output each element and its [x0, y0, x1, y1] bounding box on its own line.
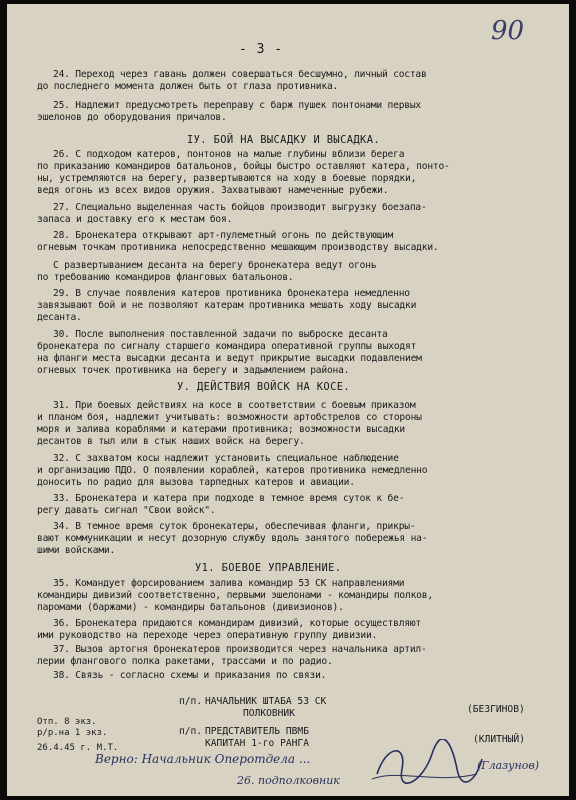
handwritten-signed-name: (Глазунов): [477, 759, 540, 772]
paragraph-35-line-2: командиры дивизий соответственно, первыми эшелонами - командиры полков,: [37, 590, 433, 601]
paragraph-32-line-2: и организацию ПДО. О появлении кораблей, катеров противника немедленно: [37, 465, 428, 476]
footer-copies: Отп. 8 экз.: [37, 717, 97, 727]
signature-1-title: НАЧАЛЬНИК ШТАБА 53 СК: [205, 696, 327, 707]
paragraph-36-line-1: 36. Бронекатера придаются командирам дивизий, которые осуществляют: [53, 618, 422, 629]
paragraph-34-line-3: шими войсками.: [37, 545, 116, 556]
paragraph-28b-line-1: С развертыванием десанта на берегу бронекатера ведут огонь: [53, 260, 377, 271]
paragraph-26-line-2: по приказанию командиров батальонов, бойцы быстро оставляют катера, понто-: [37, 161, 450, 172]
footer-date: 26.4.45 г. М.Т.: [37, 743, 119, 753]
paragraph-33-line-2: регу давать сигнал "Свои войск".: [37, 505, 216, 516]
paragraph-27-line-1: 27. Специально выделенная часть бойцов производит выгрузку боезапа-: [53, 202, 427, 213]
paragraph-25-line-1: 25. Надлежит предусмотреть переправу с барж пушек понтонами первых: [53, 100, 422, 111]
paragraph-37-line-1: 37. Вызов артогня бронекатеров производится через начальника артил-: [53, 644, 427, 655]
paragraph-31-line-2: и планом боя, надлежит учитывать: возможности артобстрелов со стороны: [37, 412, 422, 423]
paragraph-29-line-3: десанта.: [37, 312, 82, 323]
footer-copies-2: р/р.на 1 экз.: [37, 728, 108, 738]
paragraph-34-line-1: 34. В темное время суток бронекатеры, обеспечивая фланги, прикры-: [53, 521, 416, 532]
paragraph-24-line-2: до последнего момента должен быть от глаза противника.: [37, 81, 339, 92]
handwritten-verified-note: Верно: Начальник Оперотдела ...: [95, 752, 311, 766]
paragraph-30-line-4: огневых точек противника на берегу и задымлением района.: [37, 365, 350, 376]
paragraph-28-line-1: 28. Бронекатера открывают арт-пулеметный огонь по действующим: [53, 230, 394, 241]
paragraph-38-line-1: 38. Связь - согласно схемы и приказания по связи.: [53, 670, 327, 681]
paragraph-34-line-2: вают коммуникации и несут дозорную службу вдоль занятого побережья на-: [37, 533, 428, 544]
paragraph-28-line-2: огневым точкам противника непосредственно мешающим производству высадки.: [37, 242, 439, 253]
paragraph-26-line-4: ведя огонь из всех видов оружия. Захватывают намеченные рубежи.: [37, 185, 389, 196]
paragraph-31-line-1: 31. При боевых действиях на косе в соответствии с боевым приказом: [53, 400, 416, 411]
signature-2-title: ПРЕДСТАВИТЕЛЬ ПВМБ: [205, 726, 309, 737]
document-page: [7, 4, 569, 796]
paragraph-31-line-4: десантов в тыл или в стык наших войск на берегу.: [37, 436, 305, 447]
paragraph-25-line-2: эшелонов до оборудования причалов.: [37, 112, 227, 123]
paragraph-24-line-1: 24. Переход через гавань должен совершаться бесшумно, личный состав: [53, 69, 427, 80]
paragraph-35-line-1: 35. Командует форсированием залива командир 53 СК направлениями: [53, 578, 405, 589]
signature-1-name: (БЕЗГИНОВ): [467, 704, 525, 715]
paragraph-30-line-2: бронекатера по сигналу старшего командира оперативной группы выходят: [37, 341, 417, 352]
paragraph-35-line-3: паромами (баржами) - командиры батальонов (дивизионов).: [37, 602, 344, 613]
paragraph-26-line-3: ны, устремляются на берегу, развертываются на ходу в боевые порядки,: [37, 173, 417, 184]
section-heading-5: У. ДЕЙСТВИЯ ВОЙСК НА КОСЕ.: [177, 381, 351, 393]
paragraph-30-line-3: на фланги места высадки десанта и ведут прикрытие высадки подавлением: [37, 353, 422, 364]
paragraph-32-line-1: 32. С захватом косы надлежит установить специальное наблюдение: [53, 453, 399, 464]
section-heading-4: IУ. БОЙ НА ВЫСАДКУ И ВЫСАДКА.: [187, 134, 381, 146]
paragraph-37-line-2: лерии флангового полка ракетами, трассами и по радио.: [37, 656, 333, 667]
signature-2-rank: КАПИТАН 1-го РАНГА: [205, 738, 309, 749]
paragraph-28b-line-2: по требованию командиров фланговых батальонов.: [37, 272, 294, 283]
paragraph-27-line-2: запаса и доставку его к местам боя.: [37, 214, 233, 225]
handwritten-rank-note: 26. подполковник: [237, 774, 340, 787]
signature-2-mark: п/п.: [179, 726, 203, 737]
paragraph-30-line-1: 30. После выполнения поставленной задачи по выброске десанта: [53, 329, 388, 340]
paragraph-31-line-3: моря и залива кораблями и катерами противника; возможности высадки: [37, 424, 406, 435]
paragraph-33-line-1: 33. Бронекатера и катера при подходе в темное время суток к бе-: [53, 493, 405, 504]
page-number: - 3 -: [239, 42, 284, 57]
signature-1-rank: ПОЛКОВНИК: [243, 708, 295, 719]
paragraph-36-line-2: ими руководство на переходе через оперативную группу дивизии.: [37, 630, 378, 641]
signature-1-mark: п/п.: [179, 696, 203, 707]
paragraph-29-line-1: 29. В случае появления катеров противника бронекатера немедленно: [53, 288, 410, 299]
handwritten-page-number: 90: [491, 16, 525, 46]
paragraph-29-line-2: завязывают бой и не позволяют катерам противника мешать ходу высадки: [37, 300, 417, 311]
section-heading-6: У1. БОЕВОЕ УПРАВЛЕНИЕ.: [195, 562, 342, 574]
paragraph-32-line-3: доносить по радио для вызова тарпедных катеров и авиации.: [37, 477, 355, 488]
paragraph-26-line-1: 26. С подходом катеров, понтонов на малые глубины вблизи берега: [53, 149, 405, 160]
signature-2-name: (КЛИТНЫЙ): [473, 734, 525, 745]
handwritten-signature-scribble: [367, 739, 487, 789]
